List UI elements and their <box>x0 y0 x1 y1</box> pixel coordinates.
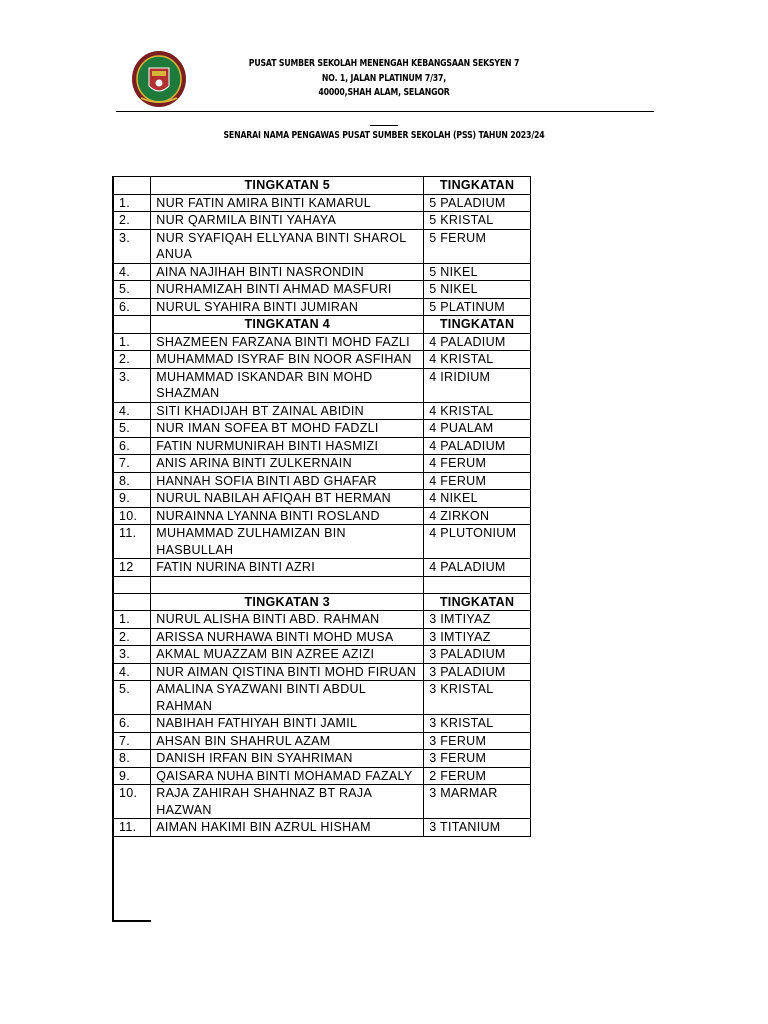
table-bottom-mark <box>112 920 151 922</box>
table-row <box>114 351 531 369</box>
school-address-line1: NO. 1, JALAN PLATINUM 7/37, <box>321 73 447 84</box>
class-name: 4 IRIDIUM <box>424 368 531 402</box>
table-row <box>114 263 531 281</box>
class-name: 4 PLUTONIUM <box>424 525 531 559</box>
student-name: AHSAN BIN SHAHRUL AZAM <box>151 732 424 750</box>
student-name: FATIN NURINA BINTI AZRI <box>151 559 424 577</box>
section-header-row <box>114 316 531 334</box>
table-row <box>114 715 531 733</box>
student-name: NUR QARMILA BINTI YAHAYA <box>151 212 424 230</box>
class-name: 3 TITANIUM <box>424 819 531 837</box>
row-number: 4. <box>114 663 151 681</box>
table-row <box>114 681 531 715</box>
row-number: 11. <box>114 819 151 837</box>
row-number: 2. <box>114 351 151 369</box>
class-column-heading: TINGKATAN <box>424 316 531 334</box>
student-name: AINA NAJIHAH BINTI NASRONDIN <box>151 263 424 281</box>
student-name: FATIN NURMUNIRAH BINTI HASMIZI <box>151 437 424 455</box>
row-number: 6. <box>114 298 151 316</box>
class-name: 4 NIKEL <box>424 490 531 508</box>
student-name: NURUL ALISHA BINTI ABD. RAHMAN <box>151 611 424 629</box>
table-row <box>114 663 531 681</box>
table-row <box>114 785 531 819</box>
table-row <box>114 402 531 420</box>
row-number: 6. <box>114 437 151 455</box>
table-row <box>114 525 531 559</box>
row-number: 5. <box>114 281 151 299</box>
row-number: 10. <box>114 785 151 819</box>
school-address-line2: 40000,SHAH ALAM, SELANGOR <box>318 87 450 98</box>
row-number: 3. <box>114 229 151 263</box>
section-header-row <box>114 593 531 611</box>
roster-table <box>113 176 531 837</box>
student-name: NUR AIMAN QISTINA BINTI MOHD FIRUAN <box>151 663 424 681</box>
class-name: 2 FERUM <box>424 767 531 785</box>
table-row <box>114 194 531 212</box>
student-name: HANNAH SOFIA BINTI ABD GHAFAR <box>151 472 424 490</box>
class-name: 4 PUALAM <box>424 420 531 438</box>
class-name: 3 IMTIYAZ <box>424 628 531 646</box>
header-divider <box>116 111 654 112</box>
student-name: RAJA ZAHIRAH SHAHNAZ BT RAJA HAZWAN <box>151 785 424 819</box>
table-row <box>114 767 531 785</box>
student-name: AMALINA SYAZWANI BINTI ABDUL RAHMAN <box>151 681 424 715</box>
student-name: MUHAMMAD ISYRAF BIN NOOR ASFIHAN <box>151 351 424 369</box>
class-name: 5 KRISTAL <box>424 212 531 230</box>
table-row <box>114 212 531 230</box>
row-number: 9. <box>114 490 151 508</box>
class-name: 4 PALADIUM <box>424 437 531 455</box>
student-name: NUR SYAFIQAH ELLYANA BINTI SHAROL ANUA <box>151 229 424 263</box>
table-row <box>114 507 531 525</box>
class-name: 3 MARMAR <box>424 785 531 819</box>
school-name: PUSAT SUMBER SEKOLAH MENENGAH KEBANGSAAN SEKSYEN 7 <box>248 58 520 69</box>
class-name: 5 PLATINUM <box>424 298 531 316</box>
table-row <box>114 298 531 316</box>
class-name: 5 NIKEL <box>424 263 531 281</box>
short-divider <box>370 125 398 126</box>
row-number: 2. <box>114 212 151 230</box>
table-row <box>114 646 531 664</box>
class-name: 4 KRISTAL <box>424 402 531 420</box>
row-number: 4. <box>114 402 151 420</box>
class-name: 4 PALADIUM <box>424 559 531 577</box>
class-name: 3 PALADIUM <box>424 663 531 681</box>
document-title: SENARAI NAMA PENGAWAS PUSAT SUMBER SEKOLAH (PSS) TAHUN 2023/24 <box>223 130 545 141</box>
student-name: MUHAMMAD ZULHAMIZAN BIN HASBULLAH <box>151 525 424 559</box>
row-number: 2. <box>114 628 151 646</box>
student-name: SHAZMEEN FARZANA BINTI MOHD FAZLI <box>151 333 424 351</box>
class-column-heading: TINGKATAN <box>424 177 531 195</box>
table-row <box>114 229 531 263</box>
student-name: ARISSA NURHAWA BINTI MOHD MUSA <box>151 628 424 646</box>
row-number: 11. <box>114 525 151 559</box>
table-left-edge <box>112 176 114 922</box>
class-column-heading: TINGKATAN <box>424 593 531 611</box>
table-row <box>114 732 531 750</box>
student-name: DANISH IRFAN BIN SYAHRIMAN <box>151 750 424 768</box>
table-row <box>114 420 531 438</box>
student-name: AKMAL MUAZZAM BIN AZREE AZIZI <box>151 646 424 664</box>
student-name: NURAINNA LYANNA BINTI ROSLAND <box>151 507 424 525</box>
class-name: 4 FERUM <box>424 472 531 490</box>
row-number: 7. <box>114 732 151 750</box>
class-name: 3 FERUM <box>424 750 531 768</box>
row-number: 1. <box>114 333 151 351</box>
student-name: NURUL NABILAH AFIQAH BT HERMAN <box>151 490 424 508</box>
class-name: 5 PALADIUM <box>424 194 531 212</box>
row-number: 1. <box>114 611 151 629</box>
student-name: NUR IMAN SOFEA BT MOHD FADZLI <box>151 420 424 438</box>
table-row <box>114 368 531 402</box>
table-row <box>114 333 531 351</box>
row-number: 6. <box>114 715 151 733</box>
spacer-row <box>114 576 531 593</box>
table-row <box>114 437 531 455</box>
class-name: 3 PALADIUM <box>424 646 531 664</box>
table-row <box>114 628 531 646</box>
row-number: 7. <box>114 455 151 473</box>
table-row <box>114 611 531 629</box>
table-row <box>114 490 531 508</box>
row-number: 1. <box>114 194 151 212</box>
table-row <box>114 559 531 577</box>
row-number: 8. <box>114 472 151 490</box>
row-number: 3. <box>114 646 151 664</box>
class-name: 3 KRISTAL <box>424 681 531 715</box>
student-name: NURHAMIZAH BINTI AHMAD MASFURI <box>151 281 424 299</box>
row-number: 5. <box>114 681 151 715</box>
student-name: AIMAN HAKIMI BIN AZRUL HISHAM <box>151 819 424 837</box>
class-name: 4 ZIRKON <box>424 507 531 525</box>
row-number: 9. <box>114 767 151 785</box>
class-name: 4 PALADIUM <box>424 333 531 351</box>
student-name: MUHAMMAD ISKANDAR BIN MOHD SHAZMAN <box>151 368 424 402</box>
student-name: ANIS ARINA BINTI ZULKERNAIN <box>151 455 424 473</box>
section-heading: TINGKATAN 3 <box>151 593 424 611</box>
section-heading: TINGKATAN 5 <box>151 177 424 195</box>
class-name: 4 FERUM <box>424 455 531 473</box>
section-heading: TINGKATAN 4 <box>151 316 424 334</box>
class-name: 4 KRISTAL <box>424 351 531 369</box>
student-name: SITI KHADIJAH BT ZAINAL ABIDIN <box>151 402 424 420</box>
student-name: NUR FATIN AMIRA BINTI KAMARUL <box>151 194 424 212</box>
row-number: 5. <box>114 420 151 438</box>
student-name: NURUL SYAHIRA BINTI JUMIRAN <box>151 298 424 316</box>
table-row <box>114 472 531 490</box>
student-name: QAISARA NUHA BINTI MOHAMAD FAZALY <box>151 767 424 785</box>
class-name: 5 FERUM <box>424 229 531 263</box>
row-number: 12 <box>114 559 151 577</box>
student-name: NABIHAH FATHIYAH BINTI JAMIL <box>151 715 424 733</box>
class-name: 3 KRISTAL <box>424 715 531 733</box>
table-row <box>114 819 531 837</box>
row-number: 3. <box>114 368 151 402</box>
table-row <box>114 750 531 768</box>
class-name: 3 FERUM <box>424 732 531 750</box>
row-number: 4. <box>114 263 151 281</box>
table-row <box>114 281 531 299</box>
row-number: 8. <box>114 750 151 768</box>
section-header-row <box>114 177 531 195</box>
class-name: 3 IMTIYAZ <box>424 611 531 629</box>
class-name: 5 NIKEL <box>424 281 531 299</box>
table-row <box>114 455 531 473</box>
row-number: 10. <box>114 507 151 525</box>
